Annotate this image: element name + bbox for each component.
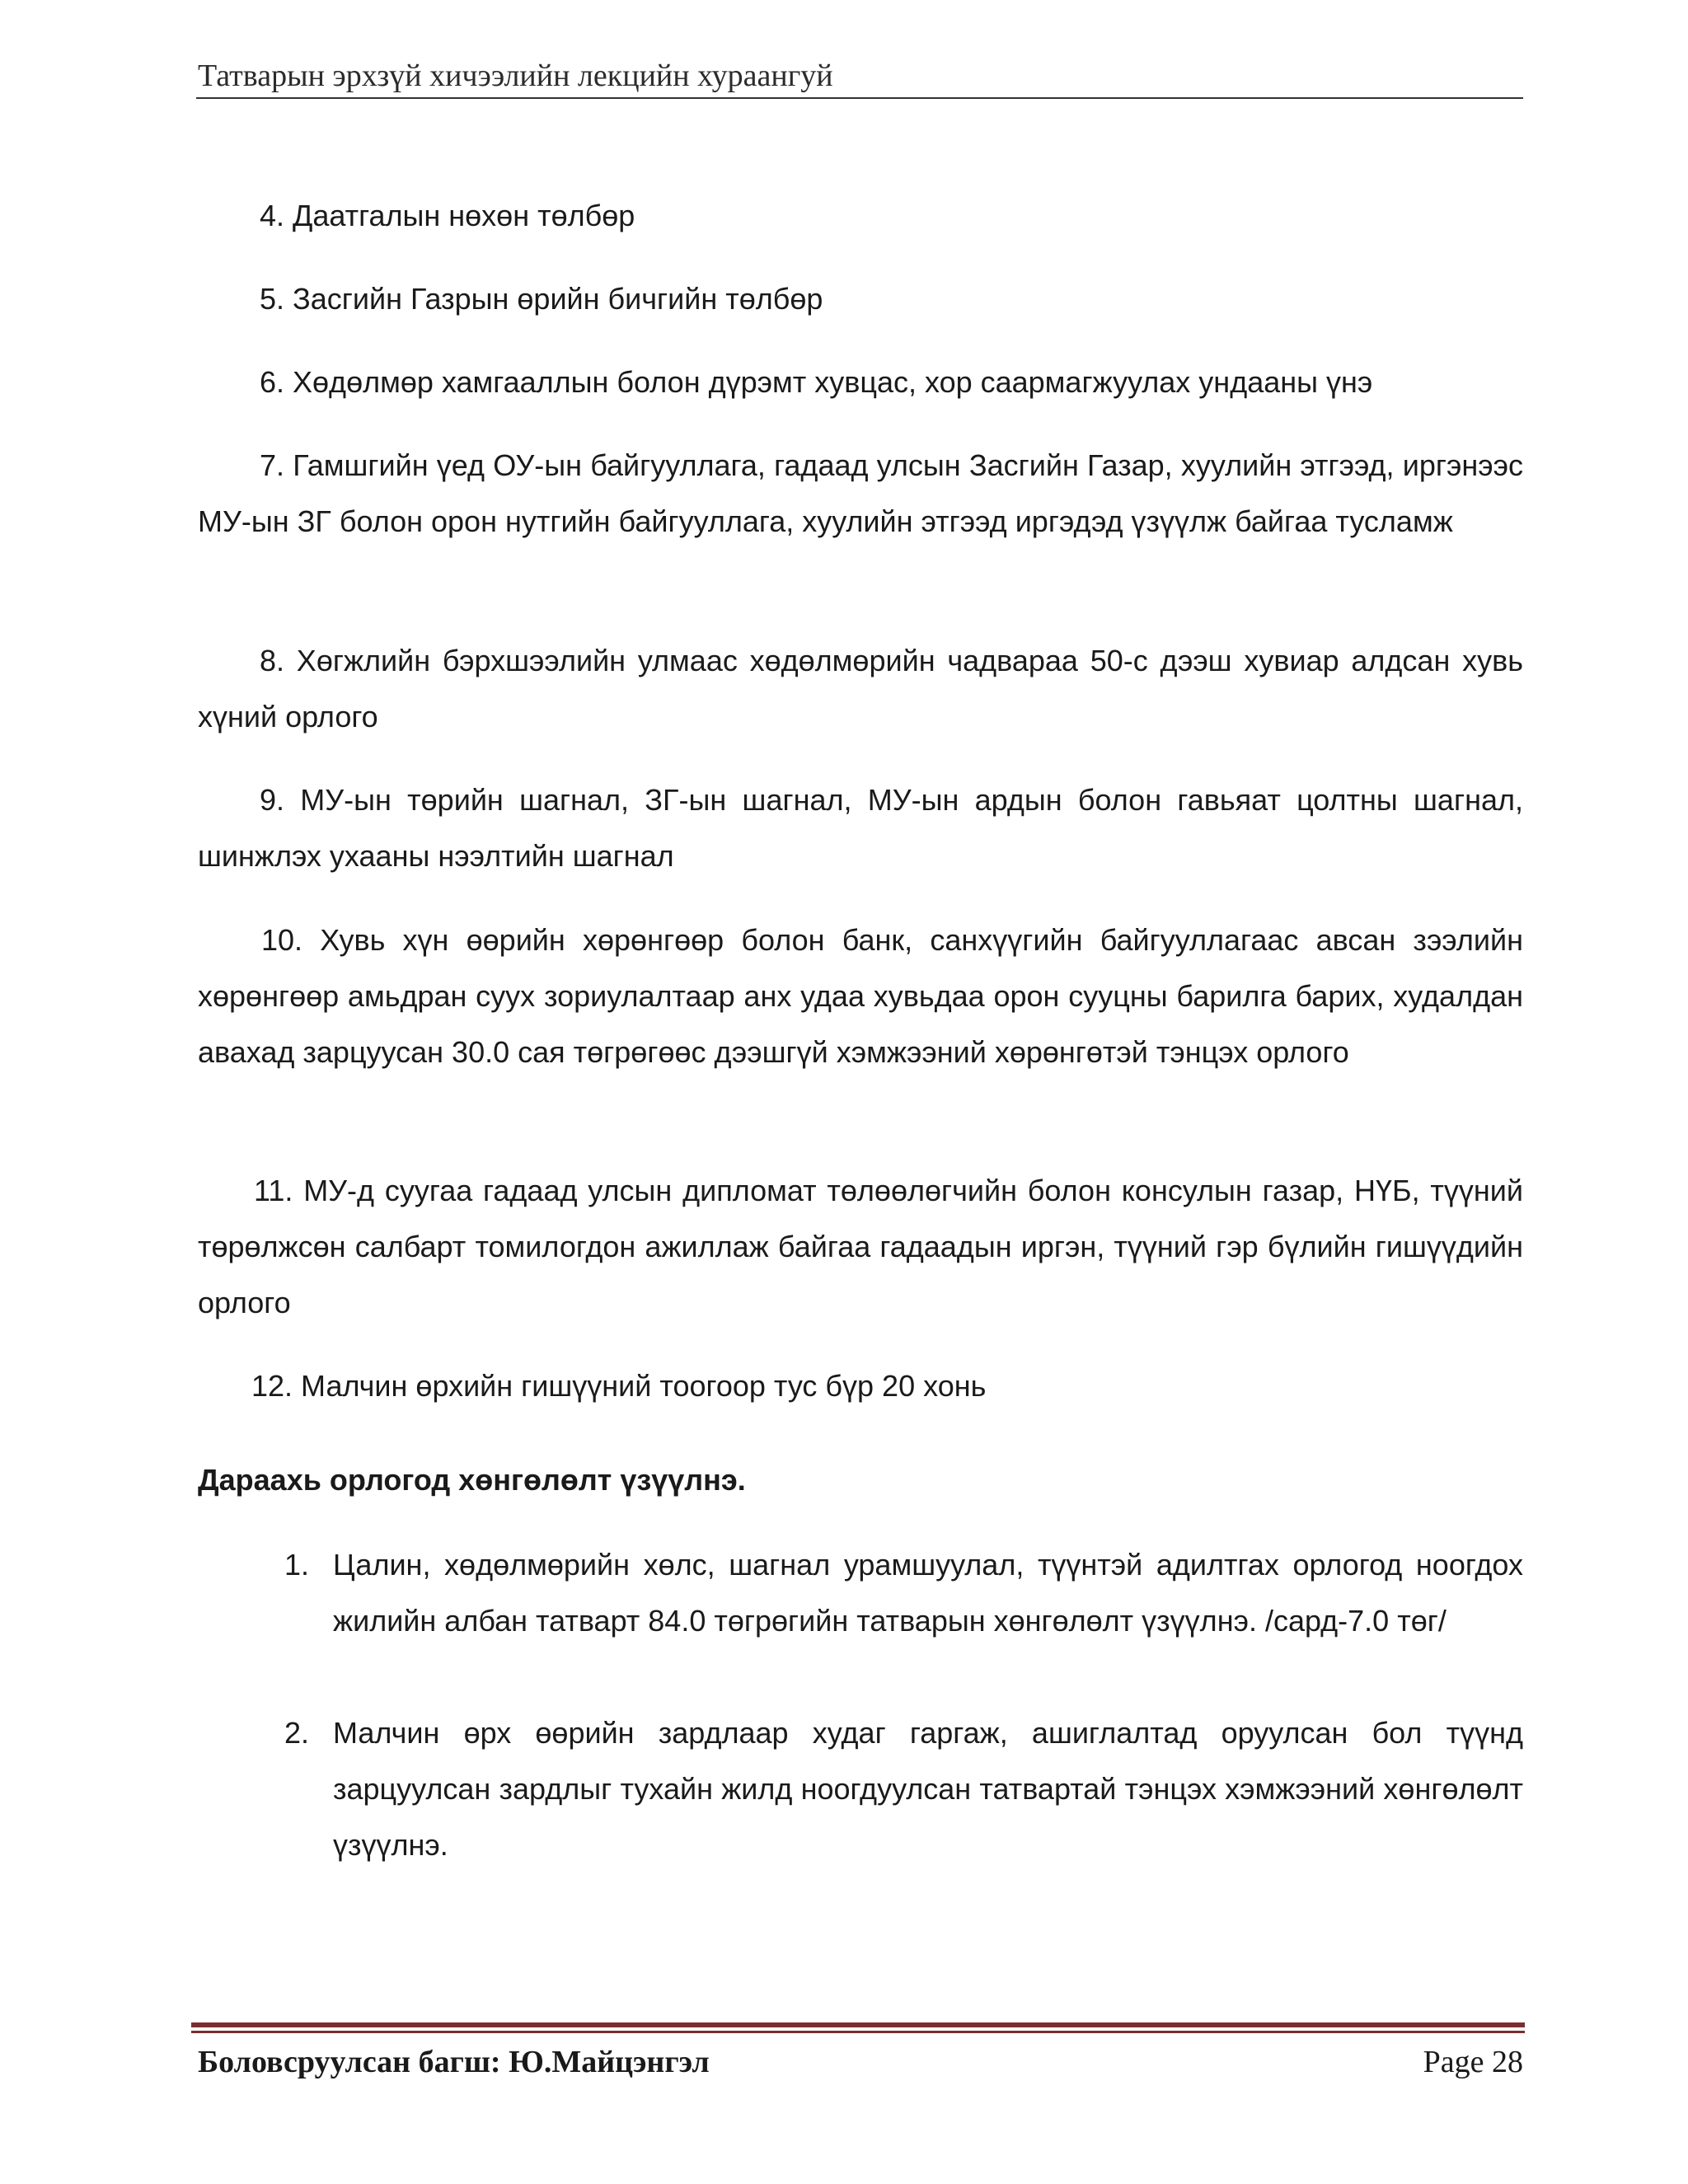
exempt-item-5: 5. Засгийн Газрын өрийн бичгийн төлбөр xyxy=(260,282,823,316)
list-item-text: Цалин, хөдөлмөрийн хөлс, шагнал урамшуулал, түүнтэй адилтгах орлогод ноогдох жилийн албан татварт 84.0 төгрөгийн татварын хөнгөлөлт үзүүлнэ. /сард-7.0 төг/ xyxy=(333,1548,1523,1638)
list-item-number: 1. xyxy=(284,1548,310,1582)
exempt-item-10: 10. Хувь хүн өөрийн хөрөнгөөр болон банк, санхүүгийн байгууллагаас авсан зээлийн хөрөнгөөр амьдран суух зориулалтаар анх удаа хувьдаа орон сууцны барилга барих, худалдан авахад зарцуусан 30.0 сая төгрөгөөс дээшгүй хэмжээний хөрөнгөтэй тэнцэх орлого xyxy=(198,923,1523,1069)
footer-author: Боловсруулсан багш: Ю.Майцэнгэл xyxy=(198,2045,710,2079)
exempt-item-11: 11. МУ-д суугаа гадаад улсын дипломат төлөөлөгчийн болон консулын газар, НҮБ, түүний төрөлжсөн салбарт томилогдон ажиллаж байгаа гадаадын иргэн, түүний гэр бүлийн гишүүдийн орлого xyxy=(198,1174,1523,1319)
running-header-title: Татварын эрхзүй хичээлийн лекцийн хураангуй xyxy=(198,59,833,93)
list-item-text: Малчин өрх өөрийн зардлаар худаг гаргаж, ашиглалтад оруулсан бол түүнд зарцуулсан зардлыг тухайн жилд ноогдуулсан татвартай тэнцэх хэмжээний хөнгөлөлт үзүүлнэ. xyxy=(333,1716,1523,1862)
list-item-number: 2. xyxy=(284,1716,310,1750)
exempt-item-6: 6. Хөдөлмөр хамгааллын болон дүрэмт хувцас, хор саармагжуулах ундааны үнэ xyxy=(260,365,1373,399)
footer-rule-thin xyxy=(191,2031,1525,2033)
exempt-item-12: 12. Малчин өрхийн гишүүний тоогоор тус бүр 20 хонь xyxy=(251,1369,987,1403)
exempt-item-8: 8. Хөгжлийн бэрхшээлийн улмаас хөдөлмөрийн чадвараа 50-с дээш хувиар алдсан хувь хүний орлого xyxy=(198,644,1523,733)
footer-rule-thick xyxy=(191,2022,1525,2027)
exempt-item-4: 4. Даатгалын нөхөн төлбөр xyxy=(260,199,635,232)
footer-page-number: Page 28 xyxy=(1423,2045,1523,2079)
relief-section-heading: Дараахь орлогод хөнгөлөлт үзүүлнэ. xyxy=(198,1463,746,1497)
exempt-item-9: 9. МУ-ын төрийн шагнал, ЗГ-ын шагнал, МУ-ын ардын болон гавьяат цолтны шагнал, шинжлэх ухааны нээлтийн шагнал xyxy=(198,783,1523,873)
exempt-item-7: 7. Гамшгийн үед ОУ-ын байгууллага, гадаад улсын Засгийн Газар, хуулийн этгээд, иргэнээс МУ-ын ЗГ болон орон нутгийн байгууллага, хуулийн этгээд иргэдэд үзүүлж байгаа тусламж xyxy=(198,448,1523,538)
header-rule xyxy=(196,97,1523,99)
